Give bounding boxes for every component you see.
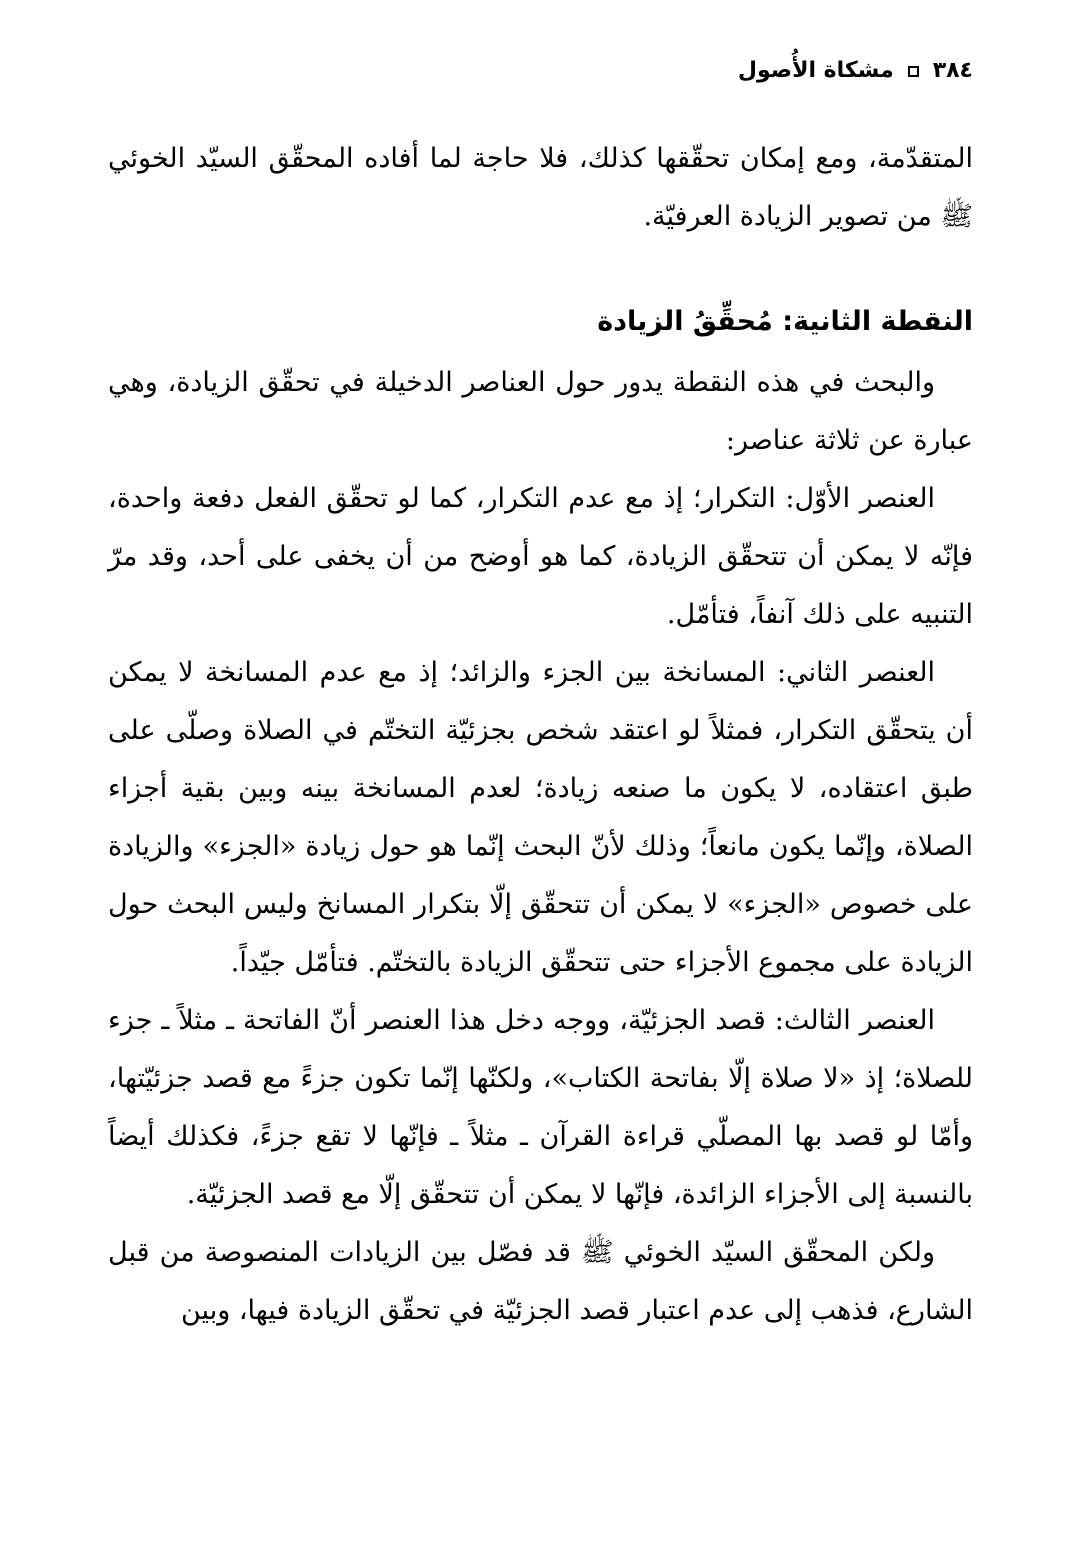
paragraph-continuation: المتقدّمة، ومع إمكان تحقّقها كذلك، فلا حاجة لما أفاده المحقّق السيّد الخوئي ﷺ من تصوير الزيادة العرفيّة. bbox=[108, 143, 973, 232]
paragraph-element-three: العنصر الثالث: قصد الجزئيّة، ووجه دخل هذا العنصر أنّ الفاتحة ـ مثلاً ـ جزء للصلاة؛ إذ «لا صلاة إلّا بفاتحة الكتاب»، ولكنّها إنّما تكون جزءً مع قصد جزئيّتها، وأمّا لو قصد بها المصلّي قراءة القرآن ـ مثلاً ـ فإنّها لا تقع جزءً، فكذلك أيضاً بالنسبة إلى الأجزاء الزائدة، فإنّها لا يمكن أن تتحقّق إلّا مع قصد الجزئيّة. bbox=[108, 1005, 973, 1210]
running-header bbox=[738, 56, 973, 86]
header-separator-box-icon bbox=[908, 66, 919, 77]
paragraph-element-one: العنصر الأوّل: التكرار؛ إذ مع عدم التكرار، كما لو تحقّق الفعل دفعة واحدة، فإنّه لا يمكن أن تتحقّق الزيادة، كما هو أوضح من أن يخفى على أحد، وقد مرّ التنبيه على ذلك آنفاً، فتأمّل. bbox=[108, 483, 973, 630]
book-title: مشكاة الأُصول bbox=[737, 58, 894, 83]
paragraph-khoei-distinction: ولكن المحقّق السيّد الخوئي ﷺ قد فصّل بين الزيادات المنصوصة من قبل الشارع، فذهب إلى عدم اعتبار قصد الجزئيّة في تحقّق الزيادة فيها، وبين bbox=[108, 1237, 973, 1326]
section-title: النقطة الثانية: مُحقِّقُ الزيادة bbox=[597, 306, 973, 337]
body-text bbox=[108, 130, 973, 1340]
paragraph-intro: والبحث في هذه النقطة يدور حول العناصر الدخيلة في تحقّق الزيادة، وهي عبارة عن ثلاثة عناصر: bbox=[108, 367, 973, 456]
paragraph-element-two: العنصر الثاني: المسانخة بين الجزء والزائد؛ إذ مع عدم المسانخة لا يمكن أن يتحقّق التكرار، فمثلاً لو اعتقد شخص بجزئيّة التختّم في الصلاة وصلّى على طبق اعتقاده، لا يكون ما صنعه زيادة؛ لعدم المسانخة بينه وبين بقية أجزاء الصلاة، وإنّما يكون مانعاً؛ وذلك لأنّ البحث إنّما هو حول زيادة «الجزء» والزيادة على خصوص «الجزء» لا يمكن أن تتحقّق إلّا بتكرار المسانخ وليس البحث حول الزيادة على مجموع الأجزاء حتى تتحقّق الزيادة بالتختّم. فتأمّل جيّداً. bbox=[108, 657, 973, 978]
page-number: ٣٨٤ bbox=[932, 58, 973, 83]
